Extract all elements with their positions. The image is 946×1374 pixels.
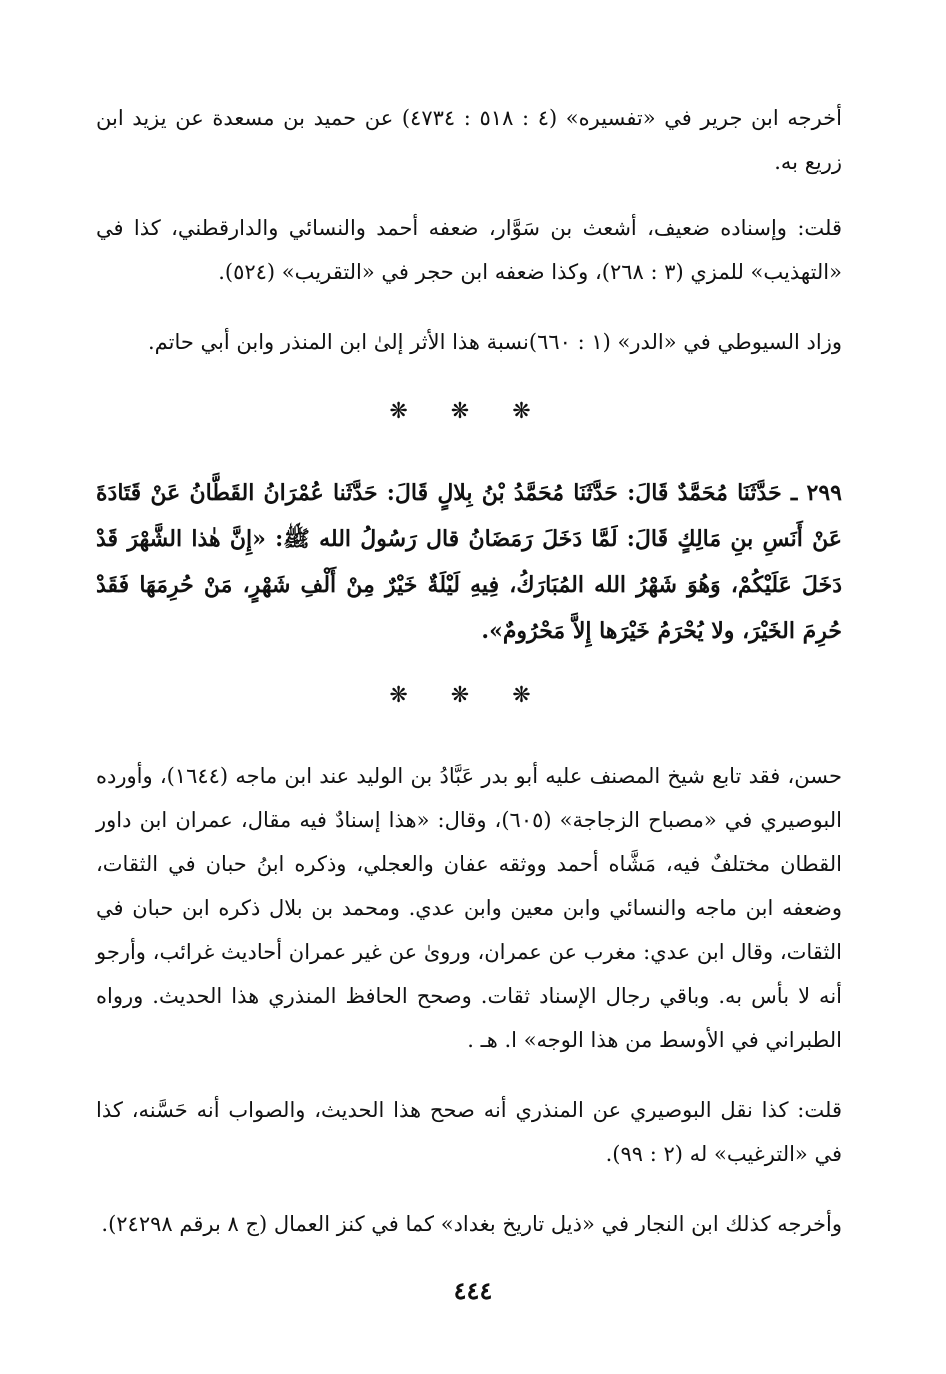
suyuti-paragraph: وزاد السيوطي في «الدر» (١ : ٦٦٠)نسبة هذا الأثر إلىٰ ابن المنذر وابن أبي حاتم. <box>147 330 842 354</box>
page-number: ٤٤٤ <box>453 1276 493 1305</box>
hadith-text: ٢٩٩ ـ حَدَّثَنَا مُحَمَّدٌ قَالَ: حَدَّثَنَا مُحَمَّدُ بْنُ بِلالٍ قَالَ: حَدَّثَنا عُمْرَانُ القَطَّانُ عَنْ قَتَادَةَ عَنْ أَنَسِ بنِ مَالِكٍ قَالَ: لَمَّا دَخَلَ رَمَضَانُ قال رَسُولُ الله ﷺ: «إِنَّ هٰذا الشَّهْرَ قَدْ دَخَلَ عَلَيْكُمْ، وَهُوَ شَهْرُ الله المُبَارَكُ، فِيهِ لَيْلَةٌ خَيْرٌ مِنْ أَلْفِ شَهْرٍ، مَنْ حُرِمَهَا فَقَدْ حُرِمَ الخَيْرَ، ولا يُحْرَمُ خَيْرَها إِلاَّ مَحْرُومٌ». <box>96 480 842 644</box>
page-body <box>96 96 842 1272</box>
section-separator-2: ❋ ❋ ❋ <box>389 683 549 708</box>
grading-paragraph: حسن، فقد تابع شيخ المصنف عليه أبو بدر عَبَّادُ بن الوليد عند ابن ماجه (١٦٤٤)، وأورده البوصيري في «مصباح الزجاجة» (٦٠٥)، وقال: «هذا إسنادٌ فيه مقال، عمران ابن داور القطان مختلفٌ فيه، مَشَّاه أحمد ووثقه عفان والعجلي، وذكره ابنُ حبان في الثقات، وضعفه ابن ماجه والنسائي وابن معين وابن عدي. ومحمد بن بلال ذكره ابن حبان في الثقات، وقال ابن عدي: مغرب عن عمران، وروىٰ عن غير عمران أحاديث غرائب، وأرجو أنه لا بأس به. وباقي رجال الإسناد ثقات. وصحح الحافظ المنذري هذا الحديث. ورواه الطبراني في الأوسط من هذا الوجه» ا. هـ . <box>96 764 843 1052</box>
ibn-najjar-paragraph: وأخرجه كذلك ابن النجار في «ذيل تاريخ بغداد» كما في كنز العمال (ج ٨ برقم ٢٤٢٩٨). <box>101 1212 842 1236</box>
comment-paragraph: قلت: وإسناده ضعيف، أشعث بن سَوَّار، ضعفه أحمد والنسائي والدارقطني، كذا في «التهذيب» للمزي (٣ : ٢٦٨)، وكذا ضعفه ابن حجر في «التقريب» (٥٢٤). <box>96 216 842 284</box>
correction-paragraph: قلت: كذا نقل البوصيري عن المنذري أنه صحح هذا الحديث، والصواب أنه حَسَّنه، كذا في «الترغيب» له (٢ : ٩٩). <box>96 1098 842 1166</box>
takhrij-paragraph: أخرجه ابن جرير في «تفسيره» (٤ : ٥١٨ : ٤٧٣٤) عن حميد بن مسعدة عن يزيد ابن زريع به. <box>96 106 842 174</box>
section-separator: ❋ ❋ ❋ <box>389 399 549 424</box>
